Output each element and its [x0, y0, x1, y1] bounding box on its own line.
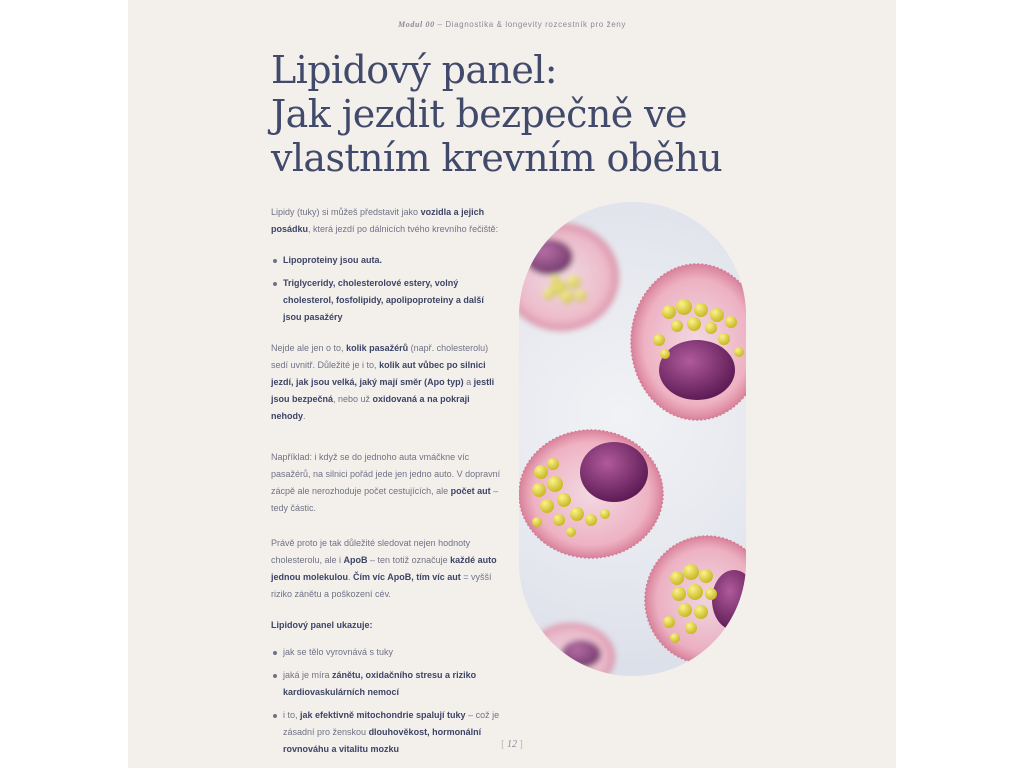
text: a: [463, 377, 474, 387]
analogy-list: [271, 252, 503, 326]
text: Například: i když se do jednoho auta vmáčkne víc pasažérů, na silnici pořád jede jen jedno auto. V dopravní zácpě ale nerozhoduje počet cestujících, ale: [271, 452, 501, 496]
cell-blurred-bottom: [527, 623, 615, 676]
page: [128, 0, 896, 768]
running-header: [128, 20, 896, 29]
cell-lower-right: [645, 536, 746, 664]
passengers-paragraph: [271, 340, 503, 425]
intro-paragraph: [271, 204, 503, 238]
text: , nebo už: [333, 394, 373, 404]
text: jaká je míra: [283, 670, 333, 680]
emphasis: jestli jsou bezpečná: [271, 377, 495, 404]
emphasis: dlouhověkost, hormonální rovnováhu a vitalitu mozku: [283, 727, 482, 754]
text: jak se tělo vyrovnává s tuky: [283, 647, 394, 657]
text: = vyšší riziko zánětu a poškození cév.: [271, 572, 492, 599]
emphasis: jak efektivně mitochondrie spalují tuky: [300, 710, 466, 720]
list-item: [271, 707, 503, 758]
emphasis: oxidovaná a na pokraji nehody: [271, 394, 470, 421]
list-item: Triglyceridy, cholesterolové estery, volný cholesterol, fosfolipidy, apolipoproteiny a další jsou pasažéry: [271, 275, 503, 326]
text: – tedy částic.: [271, 486, 499, 513]
cell-right: [631, 264, 746, 420]
text: i to,: [283, 710, 301, 720]
cell-blurred-top: [519, 223, 619, 331]
folio-bracket-right: ]: [519, 739, 523, 750]
emphasis: Čím víc ApoB, tím víc aut: [353, 572, 461, 582]
page-number: 12: [507, 739, 517, 750]
folio-bracket-left: [: [501, 739, 505, 750]
emphasis: každé auto jednou molekulou: [271, 555, 497, 582]
list-item: [271, 667, 503, 701]
list-item: Lipoproteiny jsou auta.: [271, 252, 503, 269]
emphasis: zánětu, oxidačního stresu a riziko kardiovaskulárních nemocí: [283, 670, 477, 697]
header-subtitle: Diagnostika & longevity rozcestník pro ženy: [445, 20, 626, 29]
emphasis: kolik aut vůbec po silnici jezdí, jak jsou velká, jaký mají směr (Apo typ): [271, 360, 486, 387]
emphasis: kolik pasažérů: [346, 343, 409, 353]
text: Právě proto je tak důležité sledovat nejen hodnoty cholesterolu, ale i: [271, 538, 471, 565]
text: Nejde ale jen o to,: [271, 343, 347, 353]
text: – což je zásadní pro ženskou: [283, 710, 500, 737]
title-line-3: vlastním krevním oběhu: [271, 136, 723, 180]
text: , která jezdí po dálnicích tvého krevního řečiště:: [308, 224, 499, 234]
cells-svg: [519, 202, 746, 676]
fat-cells-illustration: [519, 202, 746, 676]
text: Lipidy (tuky) si můžeš představit jako: [271, 207, 421, 217]
text: .: [303, 411, 306, 421]
module-label: Modul 00: [398, 20, 435, 29]
text: (např. cholesterolu) sedí uvnitř. Důležité je i to,: [271, 343, 489, 370]
body-column: [271, 204, 503, 772]
emphasis: ApoB: [343, 555, 368, 565]
list-item: [271, 644, 503, 661]
title-line-1: Lipidový panel:: [271, 48, 557, 92]
emphasis: počet aut: [450, 486, 491, 496]
example-paragraph: [271, 449, 503, 517]
page-title: [271, 48, 831, 180]
header-separator: –: [434, 20, 446, 29]
emphasis: vozidla a jejich posádku: [271, 207, 485, 234]
page-footer: [128, 739, 896, 750]
panel-list-heading: Lipidový panel ukazuje:: [271, 620, 373, 630]
title-line-2: Jak jezdit bezpečně ve: [271, 92, 687, 136]
apob-paragraph: [271, 535, 503, 603]
text: .: [348, 572, 354, 582]
cell-left: [519, 430, 663, 558]
text: – ten totiž označuje: [367, 555, 451, 565]
